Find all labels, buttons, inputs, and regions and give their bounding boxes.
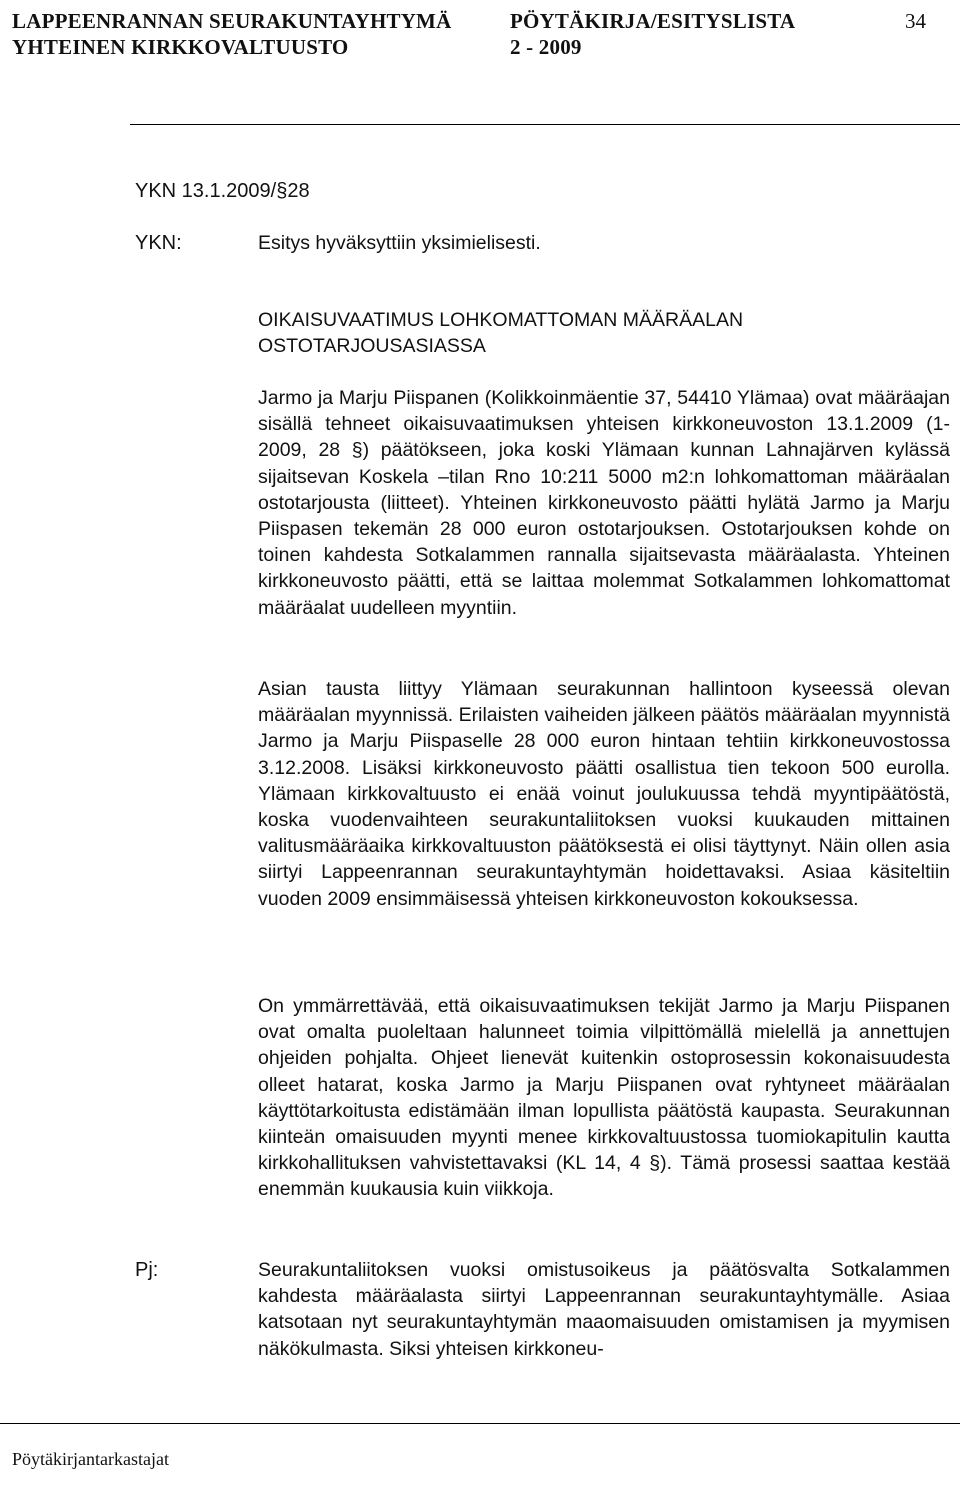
footer-divider [0,1423,960,1424]
paragraph-1-text: Jarmo ja Marju Piispanen (Kolikkoinmäentie 37, 54410 Ylämaa) ovat määräajan sisällä tehneet oikaisuvaatimuksen yhteisen kirkkoneuvoston 13.1.2009 (1-2009, 28 §) päätökseen, joka koski Ylämaan kunnan Lahnajärven kylässä sijaitsevan Koskela –tilan Rno 10:211 5000 m2:n lohkomattoman määräalan ostotarjousta (liitteet). Yhteinen kirkkoneuvosto päätti hylätä Jarmo ja Marju Piispasen tekemän 28 000 euron ostotarjouksen. Ostotarjouksen kohde on toinen kahdesta Sotkalammen rannalla sijaitsevasta määräalasta. Yhteinen kirkkoneuvosto päätti, että se laittaa molemmat Sotkalammen lohkomattomat määräalat uudelleen myyntiin. [258,387,950,619]
ykn-label: YKN: [135,232,182,254]
pj-label: Pj: [135,1259,159,1281]
footer-signatories: Pöytäkirjantarkastajat [12,1449,169,1469]
pj-proposal [258,1257,950,1362]
page-number: 34 [905,9,926,33]
paragraph-1 [258,385,950,621]
paragraph-3-text: On ymmärrettävää, että oikaisuvaatimuksen tekijät Jarmo ja Marju Piispanen ovat omalta puoleltaan halunneet toimia vilpittömällä mielellä ja annettujen ohjeiden pohjalta. Ohjeet lienevät kuitenkin ostoprosessin kokonaisuudesta olleet hatarat, koska Jarmo ja Marju Piispanen ovat ryhtyneet määräalan käyttötarkoitusta edistämään ilman lopullista päätöstä kaupasta. Seurakunnan kiinteän omaisuuden myynti menee kirkkovaltuustossa tuomiokapitulin kautta kirkkohallituksen vahvistettavaksi (KL 14, 4 §). Tämä prosessi saattaa kestää enemmän kuukausia kuin viikkoja. [258,995,950,1201]
organization-name [12,8,451,60]
header-divider [130,124,960,125]
organization-line-1: LAPPEENRANNAN SEURAKUNTAYHTYMÄ [12,9,452,33]
ykn-decision-text: Esitys hyväksyttiin yksimielisesti. [258,232,541,254]
ykn-decision [258,230,950,256]
document-number: 2 - 2009 [510,35,582,59]
pj-proposal-text: Seurakuntaliitoksen vuoksi omistusoikeus ja päätösvalta Sotkalammen kahdesta määräalasta siirtyi Lappeenrannan seurakuntayhtymälle. Asiaa katsotaan nyt seurakuntayhtymän maaomaisuuden omistamisen ja myymisen näkökulmasta. Siksi yhteisen kirkkoneu- [258,1259,950,1360]
section-title [258,307,950,359]
paragraph-3 [258,993,950,1203]
organization-line-2: YHTEINEN KIRKKOVALTUUSTO [12,35,349,59]
document-type-line-1: PÖYTÄKIRJA/ESITYSLISTA [510,9,796,33]
section-title-line-2: OSTOTARJOUSASIASSA [258,335,486,358]
paragraph-2-text: Asian tausta liittyy Ylämaan seurakunnan hallintoon kyseessä olevan määräalan myynnissä. Erilaisten vaiheiden jälkeen päätös määräalan myynnistä Jarmo ja Marju Piispaselle 28 000 euron hintaan tehtiin kirkkoneuvostossa 3.12.2008. Lisäksi kirkkoneuvosto päätti osallistua tien tekoon 500 eurolla. Ylämaan kirkkovaltuusto ei enää voinut joulukuussa tehdä myyntipäätöstä, koska vuodenvaihteen seurakuntaliitoksen vuoksi kuukauden mittainen valitusmääräaika kirkkovaltuuston päätöksestä ei olisi täyttynyt. Näin ollen asia siirtyi Lappeenrannan seurakuntayhtymän hoidettavaksi. Asiaa käsiteltiin vuoden 2009 ensimmäisessä yhteisen kirkkoneuvoston kokouksessa. [258,678,950,910]
paragraph-2 [258,676,950,912]
section-title-line-1: OIKAISUVAATIMUS LOHKOMATTOMAN MÄÄRÄALAN [258,309,744,331]
meeting-reference: YKN 13.1.2009/§28 [135,180,310,202]
document-type [510,8,795,60]
